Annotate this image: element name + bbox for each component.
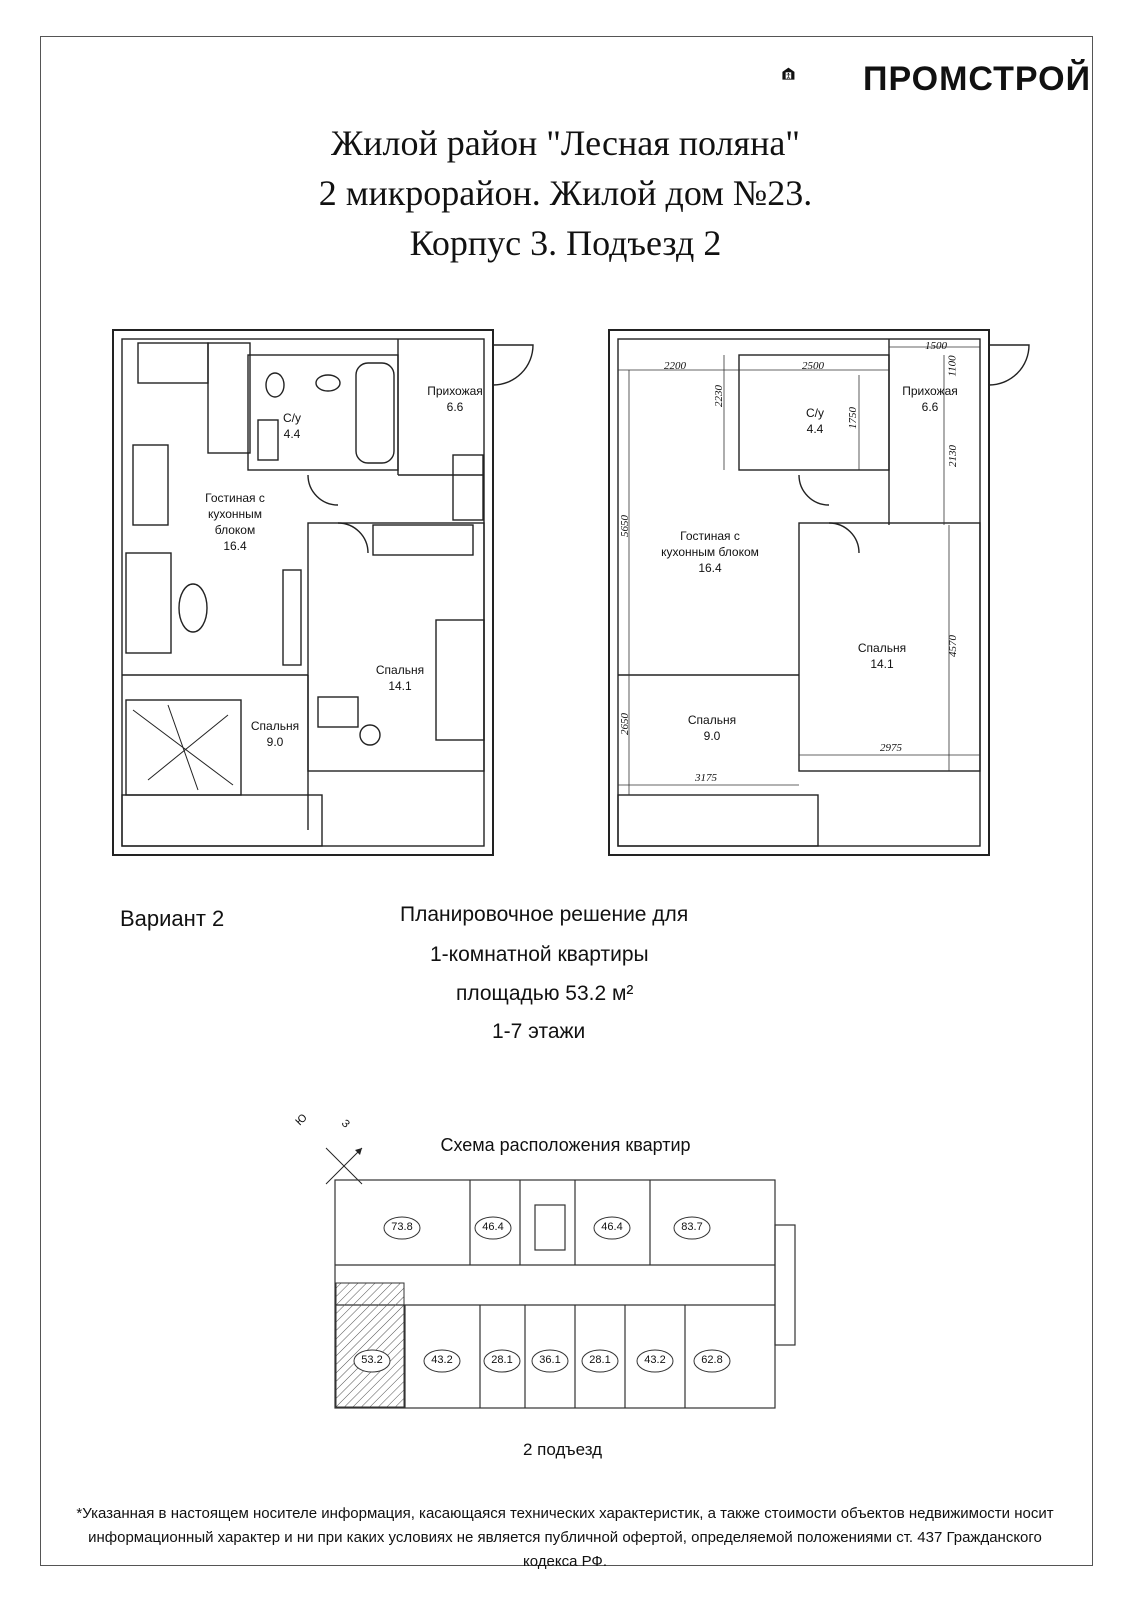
apt-top-4: 83.7 bbox=[681, 1221, 703, 1233]
dim-1100: 1100 bbox=[946, 355, 959, 377]
disclaimer-line-1: *Указанная в настоящем носителе информация, касающаяся технических характеристик, а также стоимости объектов недвижимости носит bbox=[76, 1505, 1054, 1522]
brand-name: ПРОМСТРОЙ bbox=[863, 60, 1092, 98]
dim-2230: 2230 bbox=[713, 385, 725, 407]
disclaimer bbox=[60, 1502, 1070, 1574]
compass-south-label: Ю bbox=[293, 1111, 310, 1129]
dim-2650: 2650 bbox=[619, 713, 631, 735]
room-bedroom-large-label-left: Спальня 14.1 bbox=[375, 663, 425, 693]
apt-bottom-3: 28.1 bbox=[491, 1354, 513, 1366]
room-living-label-left: Гостиная с кухонным блоком 16.4 bbox=[205, 491, 265, 553]
dim-3175: 3175 bbox=[695, 772, 717, 784]
room-hall-label-left: Прихожая 6.6 bbox=[427, 384, 483, 414]
dim-2130: 2130 bbox=[947, 445, 959, 467]
title-line-2: 2 микрорайон. Жилой дом №23. bbox=[318, 173, 813, 213]
scheme-title: Схема расположения квартир bbox=[440, 1135, 691, 1155]
room-bath-label-left: С/у 4.4 bbox=[283, 411, 301, 441]
apt-bottom-5: 28.1 bbox=[589, 1354, 611, 1366]
apt-top-2: 46.4 bbox=[482, 1221, 504, 1233]
compass-north-label: З bbox=[338, 1117, 352, 1131]
dim-1750: 1750 bbox=[847, 407, 859, 429]
apt-bottom-7: 62.8 bbox=[701, 1354, 723, 1366]
dim-2200: 2200 bbox=[664, 360, 686, 372]
apt-bottom-6: 43.2 bbox=[644, 1354, 666, 1366]
apt-top-3: 46.4 bbox=[601, 1221, 623, 1233]
disclaimer-line-2: информационный характер и ни при каких условиях не является публичной офертой, определяемой положениями ст. 437 Гражданского кодекса РФ. bbox=[88, 1529, 1042, 1570]
promstroy-logo bbox=[782, 44, 842, 104]
room-bedroom-small-label-left: Спальня 9.0 bbox=[250, 719, 300, 749]
dim-5650: 5650 bbox=[619, 515, 631, 537]
room-bedroom-small-label-right: Спальня 9.0 bbox=[687, 713, 737, 743]
building-scheme bbox=[330, 1175, 810, 1415]
desc-line-1: Планировочное решение для bbox=[400, 903, 689, 926]
dim-2975: 2975 bbox=[880, 742, 902, 754]
desc-line-3: площадью 53.2 м² bbox=[456, 982, 634, 1005]
apt-top-1: 73.8 bbox=[391, 1221, 413, 1233]
dim-1500: 1500 bbox=[925, 340, 947, 352]
dim-2500: 2500 bbox=[802, 360, 824, 372]
apt-bottom-4: 36.1 bbox=[539, 1354, 561, 1366]
entrance-label: 2 подъезд bbox=[523, 1440, 603, 1459]
room-living-label-right: Гостиная с кухонным блоком 16.4 bbox=[661, 529, 759, 575]
dim-4570: 4570 bbox=[947, 635, 959, 657]
variant-label: Вариант 2 bbox=[120, 906, 225, 931]
room-bath-label-right: С/у 4.4 bbox=[806, 406, 824, 436]
desc-line-2: 1-комнатной квартиры bbox=[430, 943, 649, 966]
desc-line-4: 1-7 этажи bbox=[492, 1020, 586, 1043]
apt-bottom-2: 43.2 bbox=[431, 1354, 453, 1366]
title-line-3: Корпус 3. Подъезд 2 bbox=[409, 223, 722, 263]
title-line-1: Жилой район "Лесная поляна" bbox=[330, 123, 801, 163]
room-bedroom-large-label-right: Спальня 14.1 bbox=[857, 641, 907, 671]
room-hall-label-right: Прихожая 6.6 bbox=[902, 384, 958, 414]
apt-bottom-1-highlighted: 53.2 bbox=[361, 1354, 383, 1366]
